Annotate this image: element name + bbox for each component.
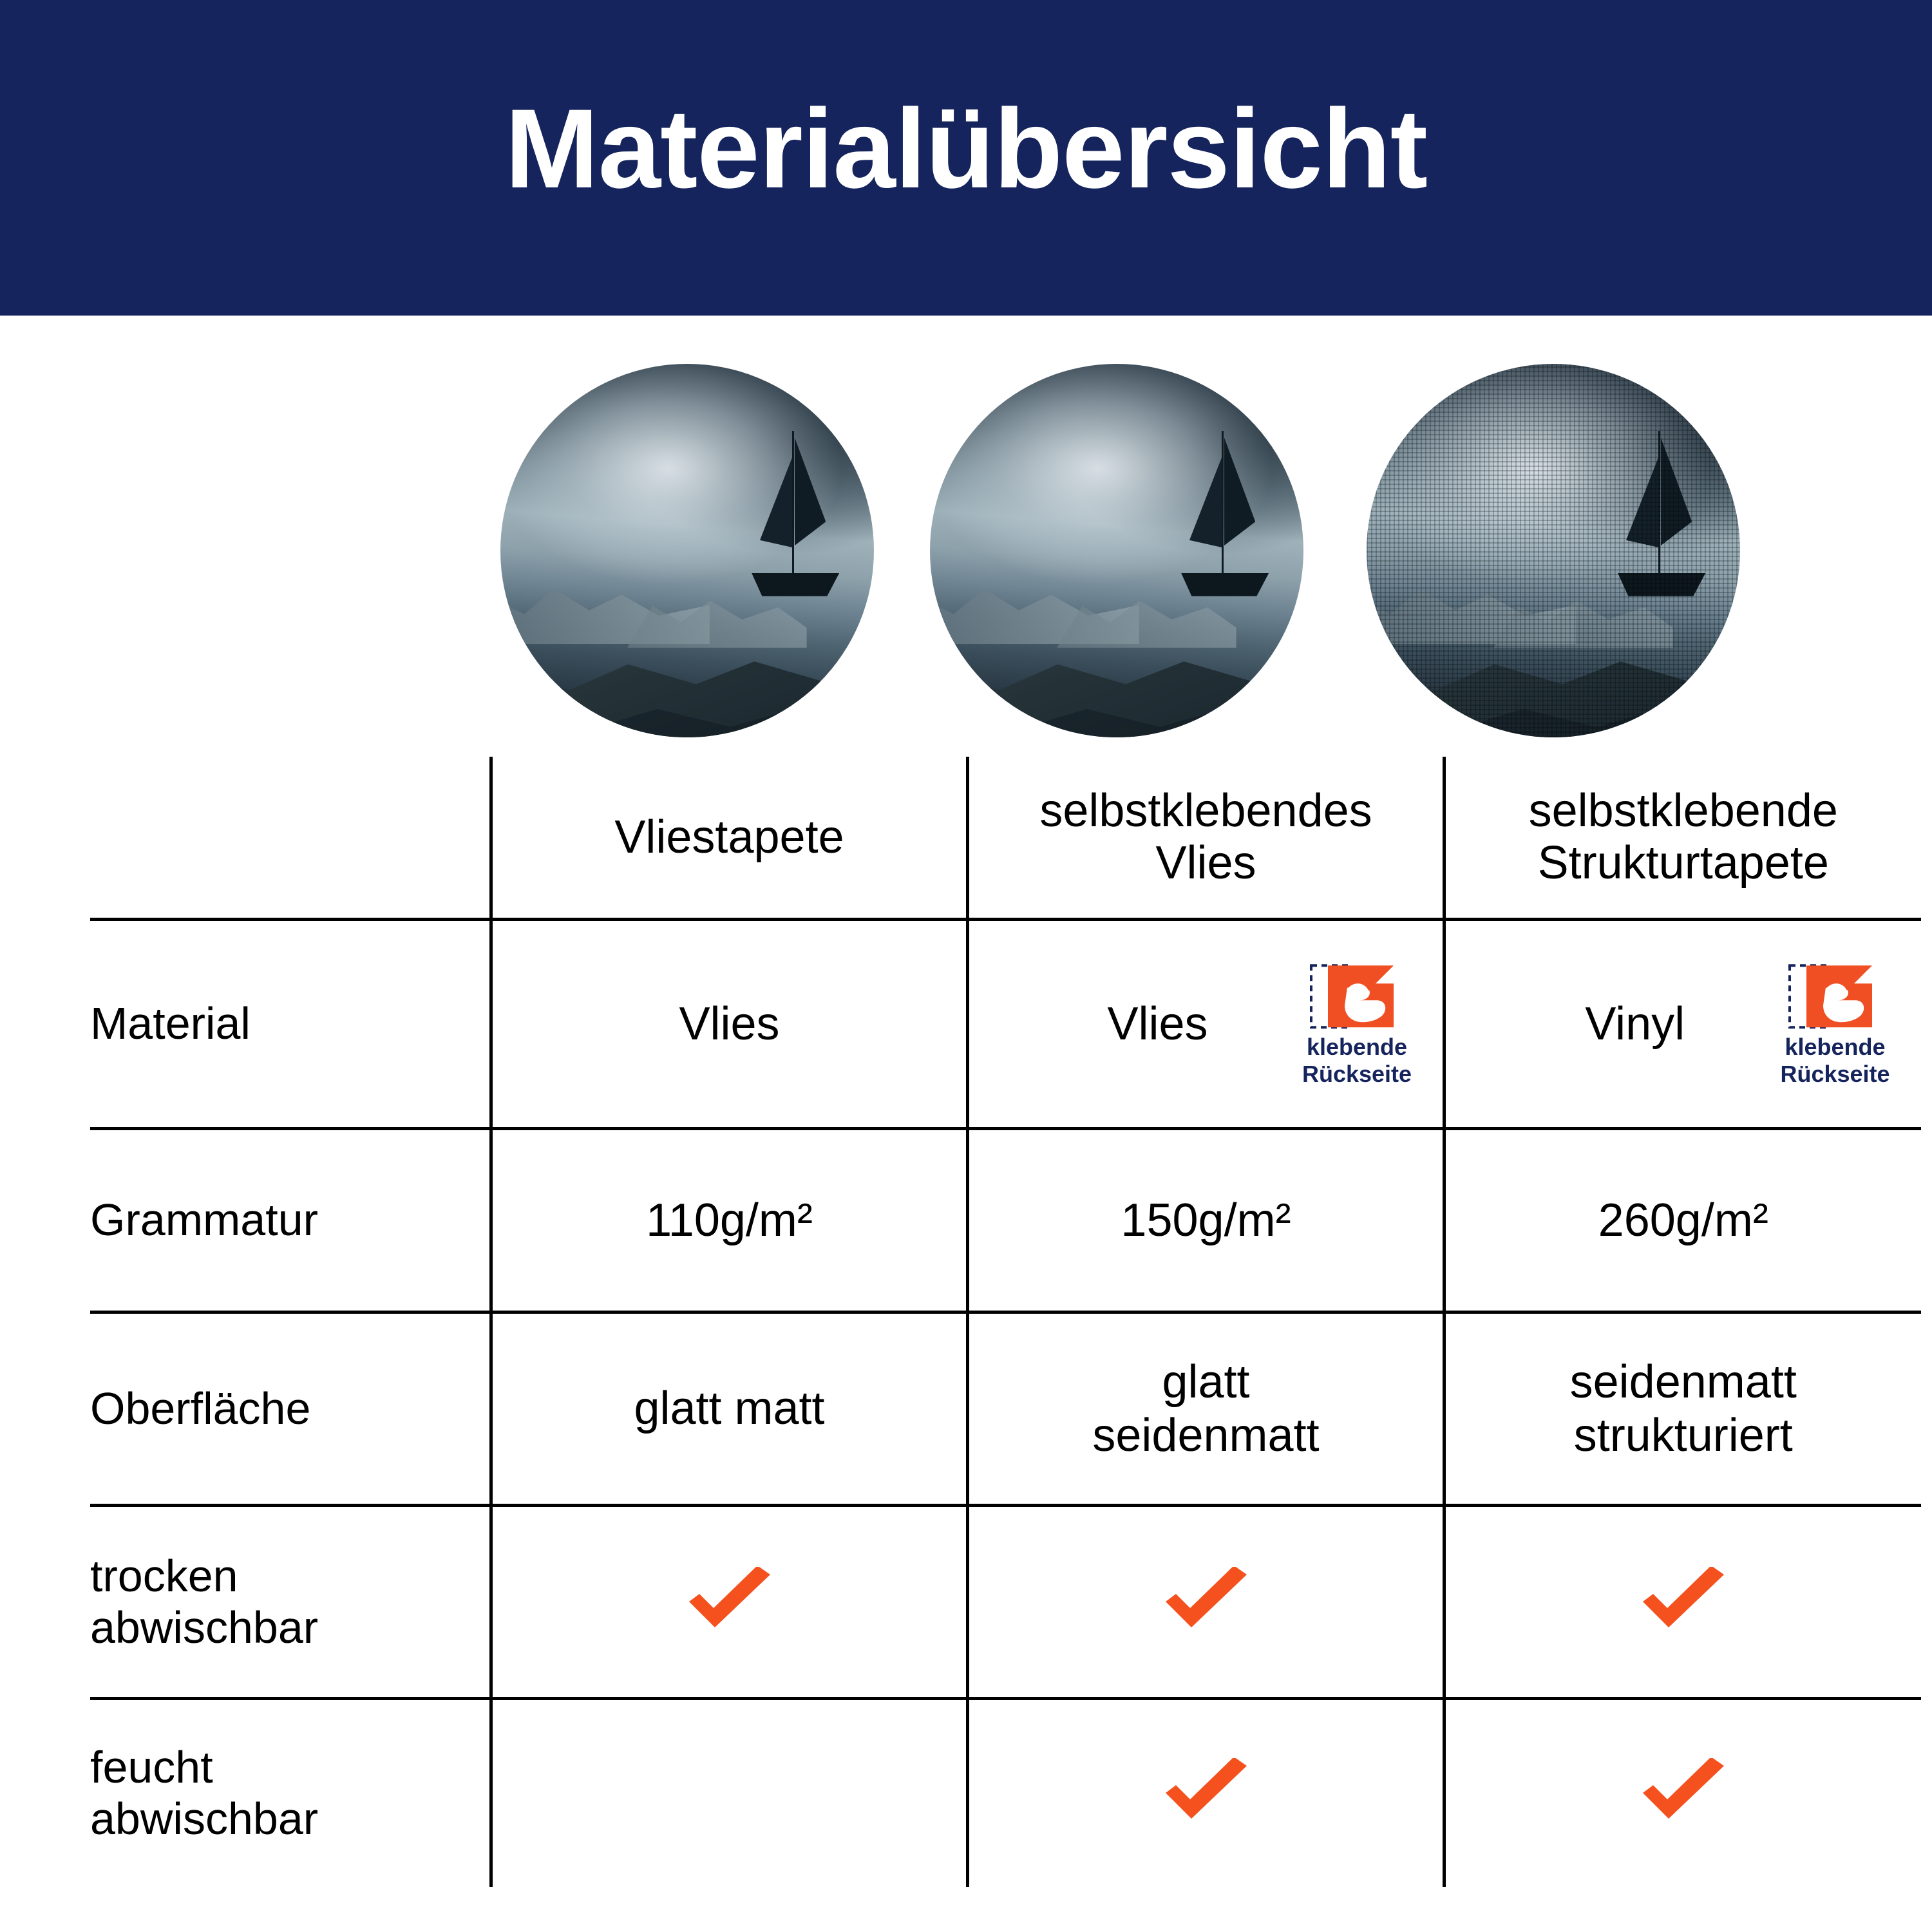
sailboat-photo (1367, 364, 1740, 737)
cell-feucht-vliestapete (491, 1699, 968, 1888)
check-mark-wrapper (1446, 1700, 1921, 1887)
header-cell-empty (90, 757, 491, 920)
header-line: selbstklebendes (1039, 785, 1372, 837)
row-label-oberflaeche (90, 1312, 491, 1506)
table-row-material (90, 920, 1921, 1129)
swatch-selbstklebendes-vlies (930, 364, 1303, 737)
badge-caption-line1: klebende (1785, 1034, 1886, 1061)
cell-value-line: glatt matt (634, 1383, 825, 1435)
cell-value-line: glatt (1162, 1356, 1250, 1408)
row-label-grammatur (90, 1129, 491, 1312)
check-mark-wrapper (969, 1700, 1443, 1887)
adhesive-backing-icon (1309, 961, 1405, 1032)
cliff-shape (627, 580, 806, 647)
row-label-line: Oberfläche (90, 1383, 311, 1434)
row-label-line: trocken (90, 1550, 238, 1601)
wave-shape (1367, 611, 1740, 737)
cell-oberflaeche-selbstklebende-strukturtapete (1444, 1312, 1921, 1506)
header-line: Strukturtapete (1537, 837, 1829, 889)
swatch-vliestapete (500, 364, 874, 737)
row-label-material (90, 920, 491, 1129)
cliff-shape (1057, 580, 1236, 647)
cliff-shape (1493, 580, 1672, 647)
check-icon (1158, 1758, 1255, 1829)
cell-feucht-selbstklebendes-vlies (968, 1699, 1444, 1888)
adhesive-backing-badge (1283, 961, 1431, 1086)
cell-oberflaeche-vliestapete (491, 1312, 968, 1506)
check-mark-wrapper (1446, 1507, 1921, 1697)
structure-texture-overlay (1367, 364, 1740, 737)
cell-material-vliestapete (491, 920, 968, 1129)
cell-grammatur-vliestapete (491, 1129, 968, 1312)
row-label-line: abwischbar (90, 1794, 319, 1844)
cell-grammatur-selbstklebende-strukturtapete (1444, 1129, 1921, 1312)
material-swatch-row (0, 357, 1932, 763)
check-icon (681, 1567, 778, 1638)
header-cell-vliestapete (491, 757, 968, 920)
wave-shape (1367, 655, 1740, 737)
sailboat-icon (1173, 431, 1277, 625)
sailboat-icon (1609, 431, 1714, 625)
sailboat-photo (500, 364, 874, 737)
cell-value-line: strukturiert (1573, 1409, 1793, 1461)
cell-value: 110g/m² (646, 1194, 813, 1246)
cell-trocken-vliestapete (491, 1506, 968, 1699)
header-line: selbstklebende (1528, 785, 1838, 837)
cell-value: Vlies (679, 998, 780, 1050)
badge-caption-line1: klebende (1306, 1034, 1408, 1061)
table-row-feucht-abwischbar (90, 1699, 1921, 1888)
cell-grammatur-selbstklebendes-vlies (968, 1129, 1444, 1312)
check-mark-wrapper (493, 1507, 966, 1697)
sailboat-photo (930, 364, 1303, 737)
cliff-shape (930, 569, 1139, 644)
cell-value: Vlies (1107, 998, 1208, 1050)
material-comparison-table (90, 757, 1921, 1887)
wave-shape (930, 655, 1303, 737)
sailboat-icon (743, 431, 848, 625)
cell-oberflaeche-selbstklebendes-vlies (968, 1312, 1444, 1506)
row-label-trocken-abwischbar (90, 1506, 491, 1699)
wave-shape (500, 611, 874, 737)
table-header-row (90, 757, 1921, 920)
check-icon (1635, 1758, 1732, 1829)
check-mark-wrapper (969, 1507, 1443, 1697)
header-cell-selbstklebendes-vlies (968, 757, 1444, 920)
cell-value-line: seidenmatt (1569, 1356, 1797, 1408)
row-label-line: abwischbar (90, 1602, 319, 1653)
check-icon (1158, 1567, 1255, 1638)
cell-value: Vinyl (1585, 998, 1685, 1050)
badge-caption-line2: Rückseite (1302, 1061, 1412, 1087)
wave-shape (930, 611, 1303, 737)
row-label-line: Grammatur (90, 1195, 318, 1245)
cell-material-selbstklebendes-vlies (968, 920, 1444, 1129)
cell-value-line: seidenmatt (1092, 1409, 1320, 1461)
check-icon (1635, 1567, 1732, 1638)
badge-caption-line2: Rückseite (1780, 1061, 1890, 1087)
material-comparison-table-wrapper (0, 757, 1932, 1887)
table-row-trocken-abwischbar (90, 1506, 1921, 1699)
adhesive-backing-badge (1761, 961, 1909, 1086)
header-band (0, 0, 1932, 316)
row-label-line: feucht (90, 1742, 213, 1793)
adhesive-backing-icon (1787, 961, 1884, 1032)
header-line: Vliestapete (614, 811, 844, 863)
header-line: Vlies (1155, 837, 1256, 889)
cell-feucht-selbstklebende-strukturtapete (1444, 1699, 1921, 1888)
swatch-selbstklebende-strukturtapete (1367, 364, 1740, 737)
cliff-shape (1367, 569, 1576, 644)
cell-value: 150g/m² (1121, 1194, 1291, 1246)
cell-trocken-selbstklebendes-vlies (968, 1506, 1444, 1699)
row-label-line: Material (90, 998, 251, 1049)
row-label-feucht-abwischbar (90, 1699, 491, 1888)
table-row-grammatur (90, 1129, 1921, 1312)
table-row-oberflaeche (90, 1312, 1921, 1506)
cell-trocken-selbstklebende-strukturtapete (1444, 1506, 1921, 1699)
wave-shape (500, 655, 874, 737)
cell-value: 260g/m² (1598, 1194, 1768, 1246)
header-cell-selbstklebende-strukturtapete (1444, 757, 1921, 920)
cell-material-selbstklebende-strukturtapete (1444, 920, 1921, 1129)
page-title: Materialübersicht (504, 86, 1428, 212)
cliff-shape (500, 569, 710, 644)
